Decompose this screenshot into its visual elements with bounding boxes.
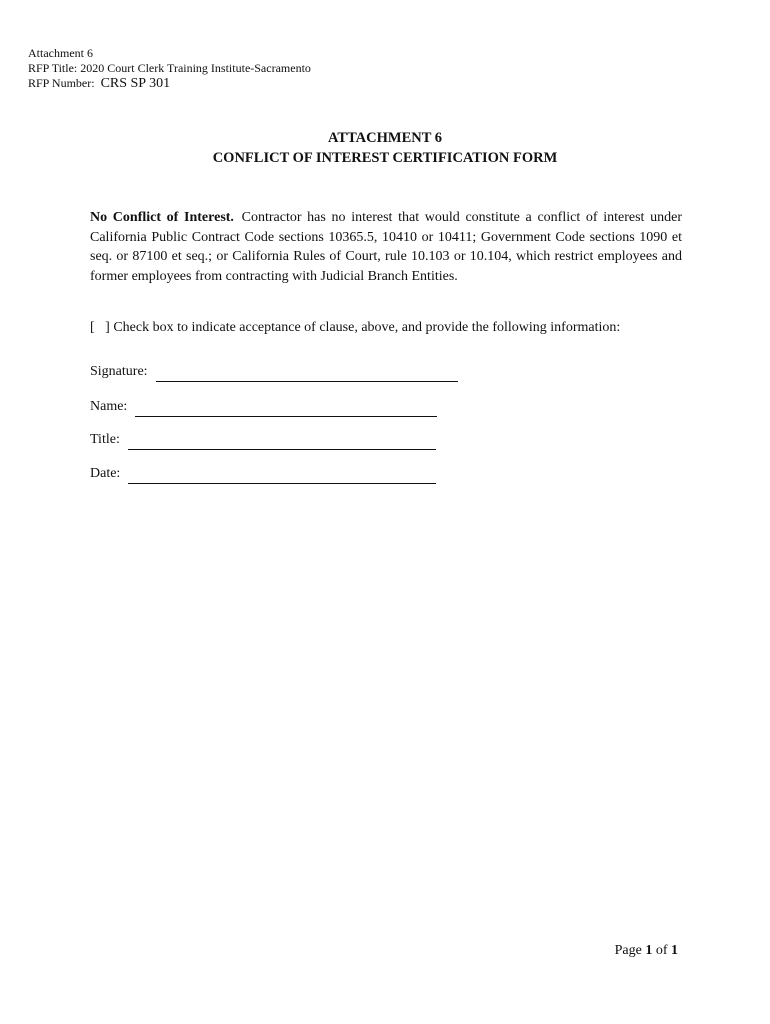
signature-line[interactable]	[156, 366, 458, 382]
signature-field	[90, 362, 458, 382]
name-line[interactable]	[135, 401, 437, 417]
name-field	[90, 397, 437, 417]
page-number	[615, 941, 678, 961]
of-word: of	[655, 943, 668, 958]
rfp-number-value: CRS SP 301	[100, 76, 171, 91]
date-line[interactable]	[128, 468, 436, 484]
no-conflict-clause	[90, 208, 682, 286]
title-field	[90, 430, 436, 450]
rfp-number	[28, 76, 311, 91]
acceptance-text: Check box to indicate acceptance of clause, above, and provide the following information:	[113, 320, 621, 335]
page-current: 1	[645, 943, 653, 958]
page-word: Page	[614, 943, 642, 958]
document-header	[28, 46, 311, 91]
title-label: Title:	[90, 432, 120, 447]
name-label: Name:	[90, 399, 128, 414]
title-line[interactable]	[128, 434, 436, 450]
rfp-title: RFP Title: 2020 Court Clerk Training Institute-Sacramento	[28, 61, 311, 75]
clause-heading: No Conflict of Interest.	[90, 210, 234, 225]
form-title-line-2: CONFLICT OF INTEREST CERTIFICATION FORM	[212, 150, 558, 166]
attachment-label: Attachment 6	[28, 46, 93, 60]
rfp-number-label: RFP Number:	[28, 76, 95, 90]
page-total: 1	[671, 943, 678, 958]
acceptance-line	[90, 318, 620, 338]
form-title-line-1: ATTACHMENT 6	[328, 130, 442, 146]
form-title	[0, 128, 770, 168]
acceptance-checkbox[interactable]: [ ]	[90, 320, 110, 335]
date-field	[90, 464, 436, 484]
date-label: Date:	[90, 466, 121, 481]
signature-label: Signature:	[90, 364, 148, 379]
clause-body: Contractor has no interest that would constitute a conflict of interest under California Public Contract Code sections 10365.5, 10410 or 10411; Government Code sections 1090 et seq. or 87100 et seq.; or California Rules of Court, rule 10.103 or 10.104, which restrict employees and former employees from contracting with Judicial Branch Entities.	[90, 210, 683, 284]
